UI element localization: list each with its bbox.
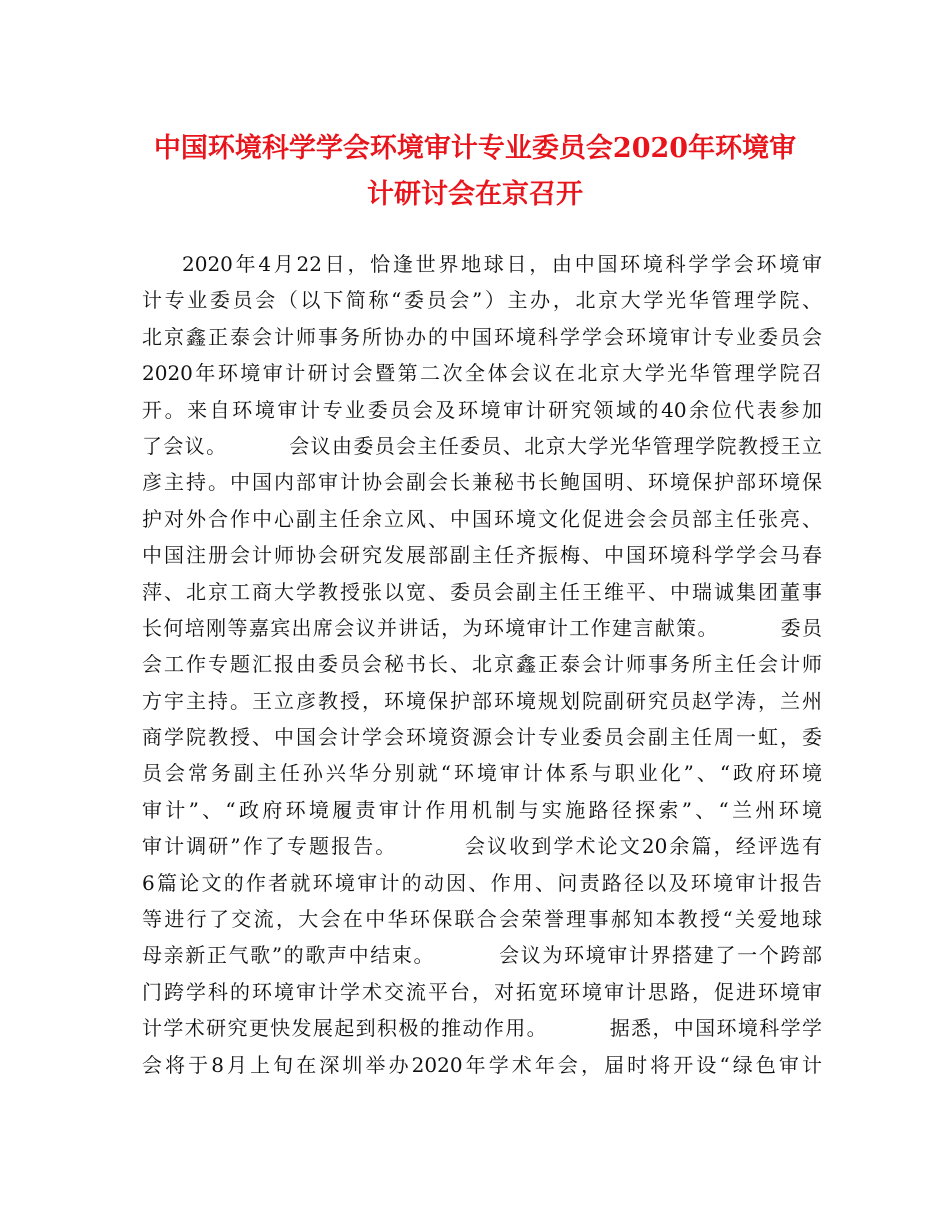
body-line: 护对外合作中心副主任余立风、中国环境文化促进会会员部主任张亮、 [142, 506, 822, 531]
body-line: 等进行了交流，大会在中华环保联合会荣誉理事郝知本教授“关爱地球 [142, 907, 822, 932]
body-line: 北京鑫正泰会计师事务所协办的中国环境科学学会环境审计专业委员会 [142, 324, 822, 349]
body-line: 6篇论文的作者就环境审计的动因、作用、问责路径以及环境审计报告 [142, 870, 822, 895]
body-line: 计学术研究更快发展起到积极的推动作用。 据悉，中国环境科学学 [142, 1016, 822, 1041]
body-line: 门跨学科的环境审计学术交流平台，对拓宽环境审计思路，促进环境审 [142, 979, 822, 1004]
document-title-line-2: 计研讨会在京召开 [367, 179, 583, 210]
body-line: 了会议。 会议由委员会主任委员、北京大学光华管理学院教授王立 [142, 433, 822, 458]
body-line: 商学院教授、中国会计学会环境资源会计专业委员会副主任周一虹，委 [142, 725, 822, 750]
body-line: 2020年4月22日，恰逢世界地球日，由中国环境科学学会环境审 [182, 252, 822, 276]
body-line: 计专业委员会（以下简称“委员会”）主办，北京大学光华管理学院、 [142, 288, 822, 313]
body-line: 长何培刚等嘉宾出席会议并讲话，为环境审计工作建言献策。 委员 [142, 615, 822, 640]
body-line: 会工作专题汇报由委员会秘书长、北京鑫正泰会计师事务所主任会计师 [142, 652, 822, 677]
body-line: 审计调研”作了专题报告。 会议收到学术论文20余篇，经评选有 [142, 834, 822, 859]
body-line: 2020年环境审计研讨会暨第二次全体会议在北京大学光华管理学院召 [142, 361, 822, 386]
article-body [142, 246, 822, 1083]
body-line: 萍、北京工商大学教授张以宽、委员会副主任王维平、中瑞诚集团董事 [142, 579, 822, 604]
document-title-line-1: 中国环境科学学会环境审计专业委员会2020年环境审 [153, 133, 797, 164]
body-line: 员会常务副主任孙兴华分别就“环境审计体系与职业化”、“政府环境 [142, 761, 822, 786]
body-line: 开。来自环境审计专业委员会及环境审计研究领域的40余位代表参加 [142, 397, 822, 422]
body-line: 审计”、“政府环境履责审计作用机制与实施路径探索”、“兰州环境 [142, 797, 822, 822]
body-line: 彦主持。中国内部审计协会副会长兼秘书长鲍国明、环境保护部环境保 [142, 470, 822, 495]
body-line: 方宇主持。王立彦教授，环境保护部环境规划院副研究员赵学涛，兰州 [142, 688, 822, 713]
body-line: 会将于8月上旬在深圳举办2020年学术年会，届时将开设“绿色审计 [142, 1052, 822, 1077]
body-line: 母亲新正气歌”的歌声中结束。 会议为环境审计界搭建了一个跨部 [142, 943, 822, 968]
body-line: 中国注册会计师协会研究发展部副主任齐振梅、中国环境科学学会马春 [142, 543, 822, 568]
